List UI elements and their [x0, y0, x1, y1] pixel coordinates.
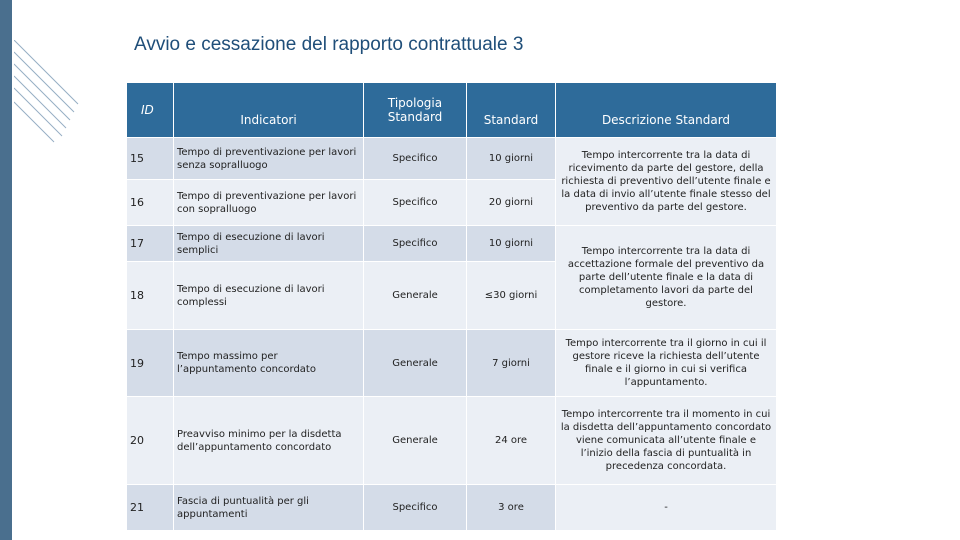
row-id: 16	[127, 180, 174, 226]
row-indicatore: Tempo di preventivazione per lavori con sopralluogo	[174, 180, 364, 226]
row-tipologia: Specifico	[364, 485, 467, 531]
row-id: 18	[127, 262, 174, 330]
row-indicatore: Tempo di esecuzione di lavori semplici	[174, 226, 364, 262]
header-id: ID	[127, 83, 174, 138]
header-descrizione: Descrizione Standard	[556, 83, 777, 138]
slide-title: Avvio e cessazione del rapporto contrattuale 3	[134, 34, 524, 55]
table-row	[127, 330, 777, 397]
table-row	[127, 226, 777, 262]
row-id: 21	[127, 485, 174, 531]
row-indicatore: Preavviso minimo per la disdetta dell’appuntamento concordato	[174, 397, 364, 485]
table-row	[127, 397, 777, 485]
row-indicatore: Tempo di preventivazione per lavori senza sopralluogo	[174, 138, 364, 180]
row-id: 15	[127, 138, 174, 180]
decorative-lines	[14, 40, 84, 200]
row-standard: ≤30 giorni	[467, 262, 556, 330]
row-descrizione: -	[556, 485, 777, 531]
table-row	[127, 485, 777, 531]
row-tipologia: Generale	[364, 262, 467, 330]
row-standard: 3 ore	[467, 485, 556, 531]
row-id: 19	[127, 330, 174, 397]
row-descrizione: Tempo intercorrente tra la data di ricevimento da parte del gestore, della richiesta di preventivo dell’utente finale e la data di invio all’utente finale stesso del preventivo da parte del gestore.	[556, 138, 777, 226]
row-standard: 20 giorni	[467, 180, 556, 226]
row-standard: 24 ore	[467, 397, 556, 485]
row-descrizione: Tempo intercorrente tra la data di accettazione formale del preventivo da parte dell’utente finale e la data di completamento lavori da parte del gestore.	[556, 226, 777, 330]
row-id: 17	[127, 226, 174, 262]
header-indicatori: Indicatori	[174, 83, 364, 138]
row-tipologia: Generale	[364, 330, 467, 397]
row-tipologia: Specifico	[364, 180, 467, 226]
standards-table	[126, 82, 777, 531]
left-accent-bar	[0, 0, 12, 540]
row-standard: 10 giorni	[467, 226, 556, 262]
row-standard: 10 giorni	[467, 138, 556, 180]
row-standard: 7 giorni	[467, 330, 556, 397]
table-row	[127, 138, 777, 180]
table-header-row	[127, 83, 777, 138]
row-indicatore: Tempo massimo per l’appuntamento concordato	[174, 330, 364, 397]
row-descrizione: Tempo intercorrente tra il giorno in cui il gestore riceve la richiesta dell’utente finale e il giorno in cui si verifica l’appuntamento.	[556, 330, 777, 397]
row-tipologia: Specifico	[364, 138, 467, 180]
row-id: 20	[127, 397, 174, 485]
row-tipologia: Specifico	[364, 226, 467, 262]
row-indicatore: Fascia di puntualità per gli appuntamenti	[174, 485, 364, 531]
row-descrizione: Tempo intercorrente tra il momento in cui la disdetta dell’appuntamento concordato viene comunicata all’utente finale e l’inizio della fascia di puntualità in precedenza concordata.	[556, 397, 777, 485]
row-indicatore: Tempo di esecuzione di lavori complessi	[174, 262, 364, 330]
row-tipologia: Generale	[364, 397, 467, 485]
header-standard: Standard	[467, 83, 556, 138]
header-tipologia: Tipologia Standard	[364, 83, 467, 138]
